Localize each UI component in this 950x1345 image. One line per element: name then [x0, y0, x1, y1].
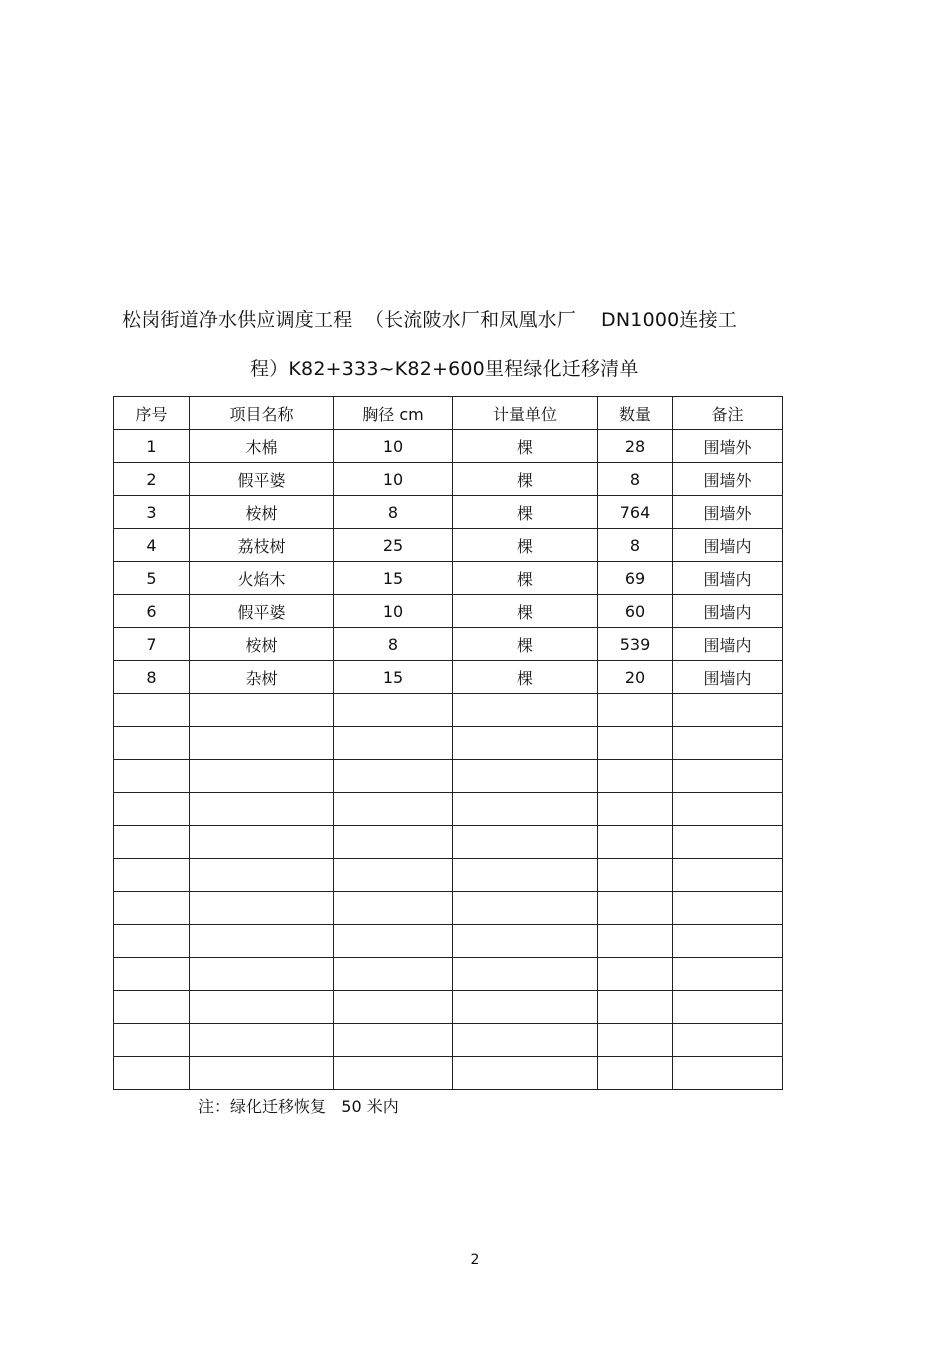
table-row [114, 595, 783, 628]
cell-unit: 棵 [453, 463, 598, 496]
empty-cell [190, 859, 334, 892]
empty-cell [190, 991, 334, 1024]
cell-item-name: 桉树 [190, 496, 334, 529]
empty-cell [598, 793, 673, 826]
empty-cell [598, 892, 673, 925]
cell-remarks: 围墙内 [673, 628, 783, 661]
table-row [114, 628, 783, 661]
cell-item-name: 火焰木 [190, 562, 334, 595]
empty-cell [334, 859, 453, 892]
empty-cell [334, 760, 453, 793]
cell-quantity: 60 [598, 595, 673, 628]
empty-table-row [114, 925, 783, 958]
page-number: 2 [470, 1252, 480, 1268]
empty-table-row [114, 694, 783, 727]
empty-cell [598, 727, 673, 760]
cell-item-name: 荔枝树 [190, 529, 334, 562]
cell-quantity: 764 [598, 496, 673, 529]
empty-cell [598, 925, 673, 958]
table-row [114, 430, 783, 463]
cell-trunk-diameter: 8 [334, 628, 453, 661]
cell-quantity: 28 [598, 430, 673, 463]
empty-cell [114, 859, 190, 892]
cell-item-name: 杂树 [190, 661, 334, 694]
cell-unit: 棵 [453, 430, 598, 463]
empty-cell [598, 694, 673, 727]
cell-unit: 棵 [453, 496, 598, 529]
empty-cell [334, 1057, 453, 1090]
empty-cell [114, 925, 190, 958]
empty-cell [190, 793, 334, 826]
cell-item-name: 桉树 [190, 628, 334, 661]
empty-cell [673, 859, 783, 892]
empty-cell [673, 1024, 783, 1057]
cell-remarks: 围墙内 [673, 595, 783, 628]
empty-cell [598, 958, 673, 991]
empty-cell [334, 892, 453, 925]
empty-table-row [114, 958, 783, 991]
empty-cell [598, 826, 673, 859]
empty-cell [190, 694, 334, 727]
empty-table-row [114, 991, 783, 1024]
empty-cell [190, 727, 334, 760]
empty-cell [673, 694, 783, 727]
empty-cell [598, 1024, 673, 1057]
empty-table-row [114, 892, 783, 925]
cell-trunk-diameter: 10 [334, 430, 453, 463]
empty-cell [114, 793, 190, 826]
table-header-row [114, 397, 783, 430]
empty-cell [190, 1024, 334, 1057]
cell-serial-number: 5 [114, 562, 190, 595]
empty-cell [673, 760, 783, 793]
empty-cell [598, 991, 673, 1024]
empty-cell [673, 991, 783, 1024]
empty-cell [673, 727, 783, 760]
empty-cell [673, 958, 783, 991]
cell-serial-number: 6 [114, 595, 190, 628]
table-row [114, 463, 783, 496]
empty-cell [453, 991, 598, 1024]
empty-cell [190, 1057, 334, 1090]
empty-cell [190, 826, 334, 859]
cell-trunk-diameter: 10 [334, 595, 453, 628]
cell-item-name: 假平婆 [190, 463, 334, 496]
empty-cell [453, 892, 598, 925]
empty-cell [453, 793, 598, 826]
empty-cell [114, 958, 190, 991]
footnote: 注：绿化迁移恢复 50 米内 [198, 1097, 399, 1116]
cell-quantity: 8 [598, 463, 673, 496]
header-unit: 计量单位 [453, 397, 598, 430]
header-quantity: 数量 [598, 397, 673, 430]
empty-cell [334, 826, 453, 859]
header-trunk-diameter: 胸径 cm [334, 397, 453, 430]
greening-relocation-table [113, 396, 783, 1090]
cell-serial-number: 3 [114, 496, 190, 529]
cell-quantity: 539 [598, 628, 673, 661]
empty-table-row [114, 1057, 783, 1090]
empty-cell [114, 727, 190, 760]
cell-serial-number: 7 [114, 628, 190, 661]
cell-remarks: 围墙内 [673, 562, 783, 595]
empty-cell [114, 694, 190, 727]
empty-cell [673, 925, 783, 958]
cell-item-name: 木棉 [190, 430, 334, 463]
header-item-name: 项目名称 [190, 397, 334, 430]
empty-cell [190, 760, 334, 793]
empty-cell [114, 892, 190, 925]
cell-serial-number: 2 [114, 463, 190, 496]
cell-item-name: 假平婆 [190, 595, 334, 628]
cell-quantity: 20 [598, 661, 673, 694]
empty-cell [190, 958, 334, 991]
cell-trunk-diameter: 15 [334, 562, 453, 595]
empty-cell [114, 1024, 190, 1057]
cell-serial-number: 4 [114, 529, 190, 562]
cell-quantity: 69 [598, 562, 673, 595]
empty-cell [453, 925, 598, 958]
empty-cell [673, 793, 783, 826]
empty-cell [598, 1057, 673, 1090]
header-remarks: 备注 [673, 397, 783, 430]
empty-table-row [114, 826, 783, 859]
table-row [114, 562, 783, 595]
empty-cell [673, 892, 783, 925]
empty-cell [190, 925, 334, 958]
empty-cell [334, 958, 453, 991]
empty-cell [453, 1057, 598, 1090]
cell-trunk-diameter: 8 [334, 496, 453, 529]
cell-remarks: 围墙内 [673, 529, 783, 562]
cell-trunk-diameter: 10 [334, 463, 453, 496]
empty-cell [453, 760, 598, 793]
empty-cell [453, 1024, 598, 1057]
empty-cell [453, 859, 598, 892]
empty-cell [598, 859, 673, 892]
empty-cell [114, 826, 190, 859]
empty-cell [673, 1057, 783, 1090]
cell-trunk-diameter: 25 [334, 529, 453, 562]
cell-quantity: 8 [598, 529, 673, 562]
document-title-line-2: 程）K82+333~K82+600里程绿化迁移清单 [250, 358, 639, 380]
cell-unit: 棵 [453, 628, 598, 661]
cell-trunk-diameter: 15 [334, 661, 453, 694]
empty-cell [453, 958, 598, 991]
cell-remarks: 围墙外 [673, 496, 783, 529]
empty-table-row [114, 727, 783, 760]
empty-cell [334, 793, 453, 826]
empty-cell [598, 760, 673, 793]
cell-unit: 棵 [453, 595, 598, 628]
empty-table-row [114, 859, 783, 892]
empty-table-row [114, 1024, 783, 1057]
empty-table-row [114, 760, 783, 793]
table-body [114, 430, 783, 1090]
empty-cell [190, 892, 334, 925]
cell-unit: 棵 [453, 562, 598, 595]
empty-cell [114, 991, 190, 1024]
empty-cell [114, 760, 190, 793]
cell-remarks: 围墙外 [673, 463, 783, 496]
empty-cell [334, 694, 453, 727]
empty-cell [453, 826, 598, 859]
header-serial-number: 序号 [114, 397, 190, 430]
empty-cell [453, 727, 598, 760]
empty-cell [334, 1024, 453, 1057]
empty-cell [334, 925, 453, 958]
table-row [114, 661, 783, 694]
cell-remarks: 围墙内 [673, 661, 783, 694]
document-title-line-1: 松岗街道净水供应调度工程 （长流陂水厂和凤凰水厂 DN1000连接工 [122, 309, 738, 331]
cell-unit: 棵 [453, 661, 598, 694]
cell-unit: 棵 [453, 529, 598, 562]
empty-cell [673, 826, 783, 859]
empty-cell [334, 991, 453, 1024]
table-row [114, 496, 783, 529]
cell-serial-number: 1 [114, 430, 190, 463]
empty-table-row [114, 793, 783, 826]
cell-remarks: 围墙外 [673, 430, 783, 463]
table-row [114, 529, 783, 562]
empty-cell [334, 727, 453, 760]
empty-cell [453, 694, 598, 727]
cell-serial-number: 8 [114, 661, 190, 694]
empty-cell [114, 1057, 190, 1090]
